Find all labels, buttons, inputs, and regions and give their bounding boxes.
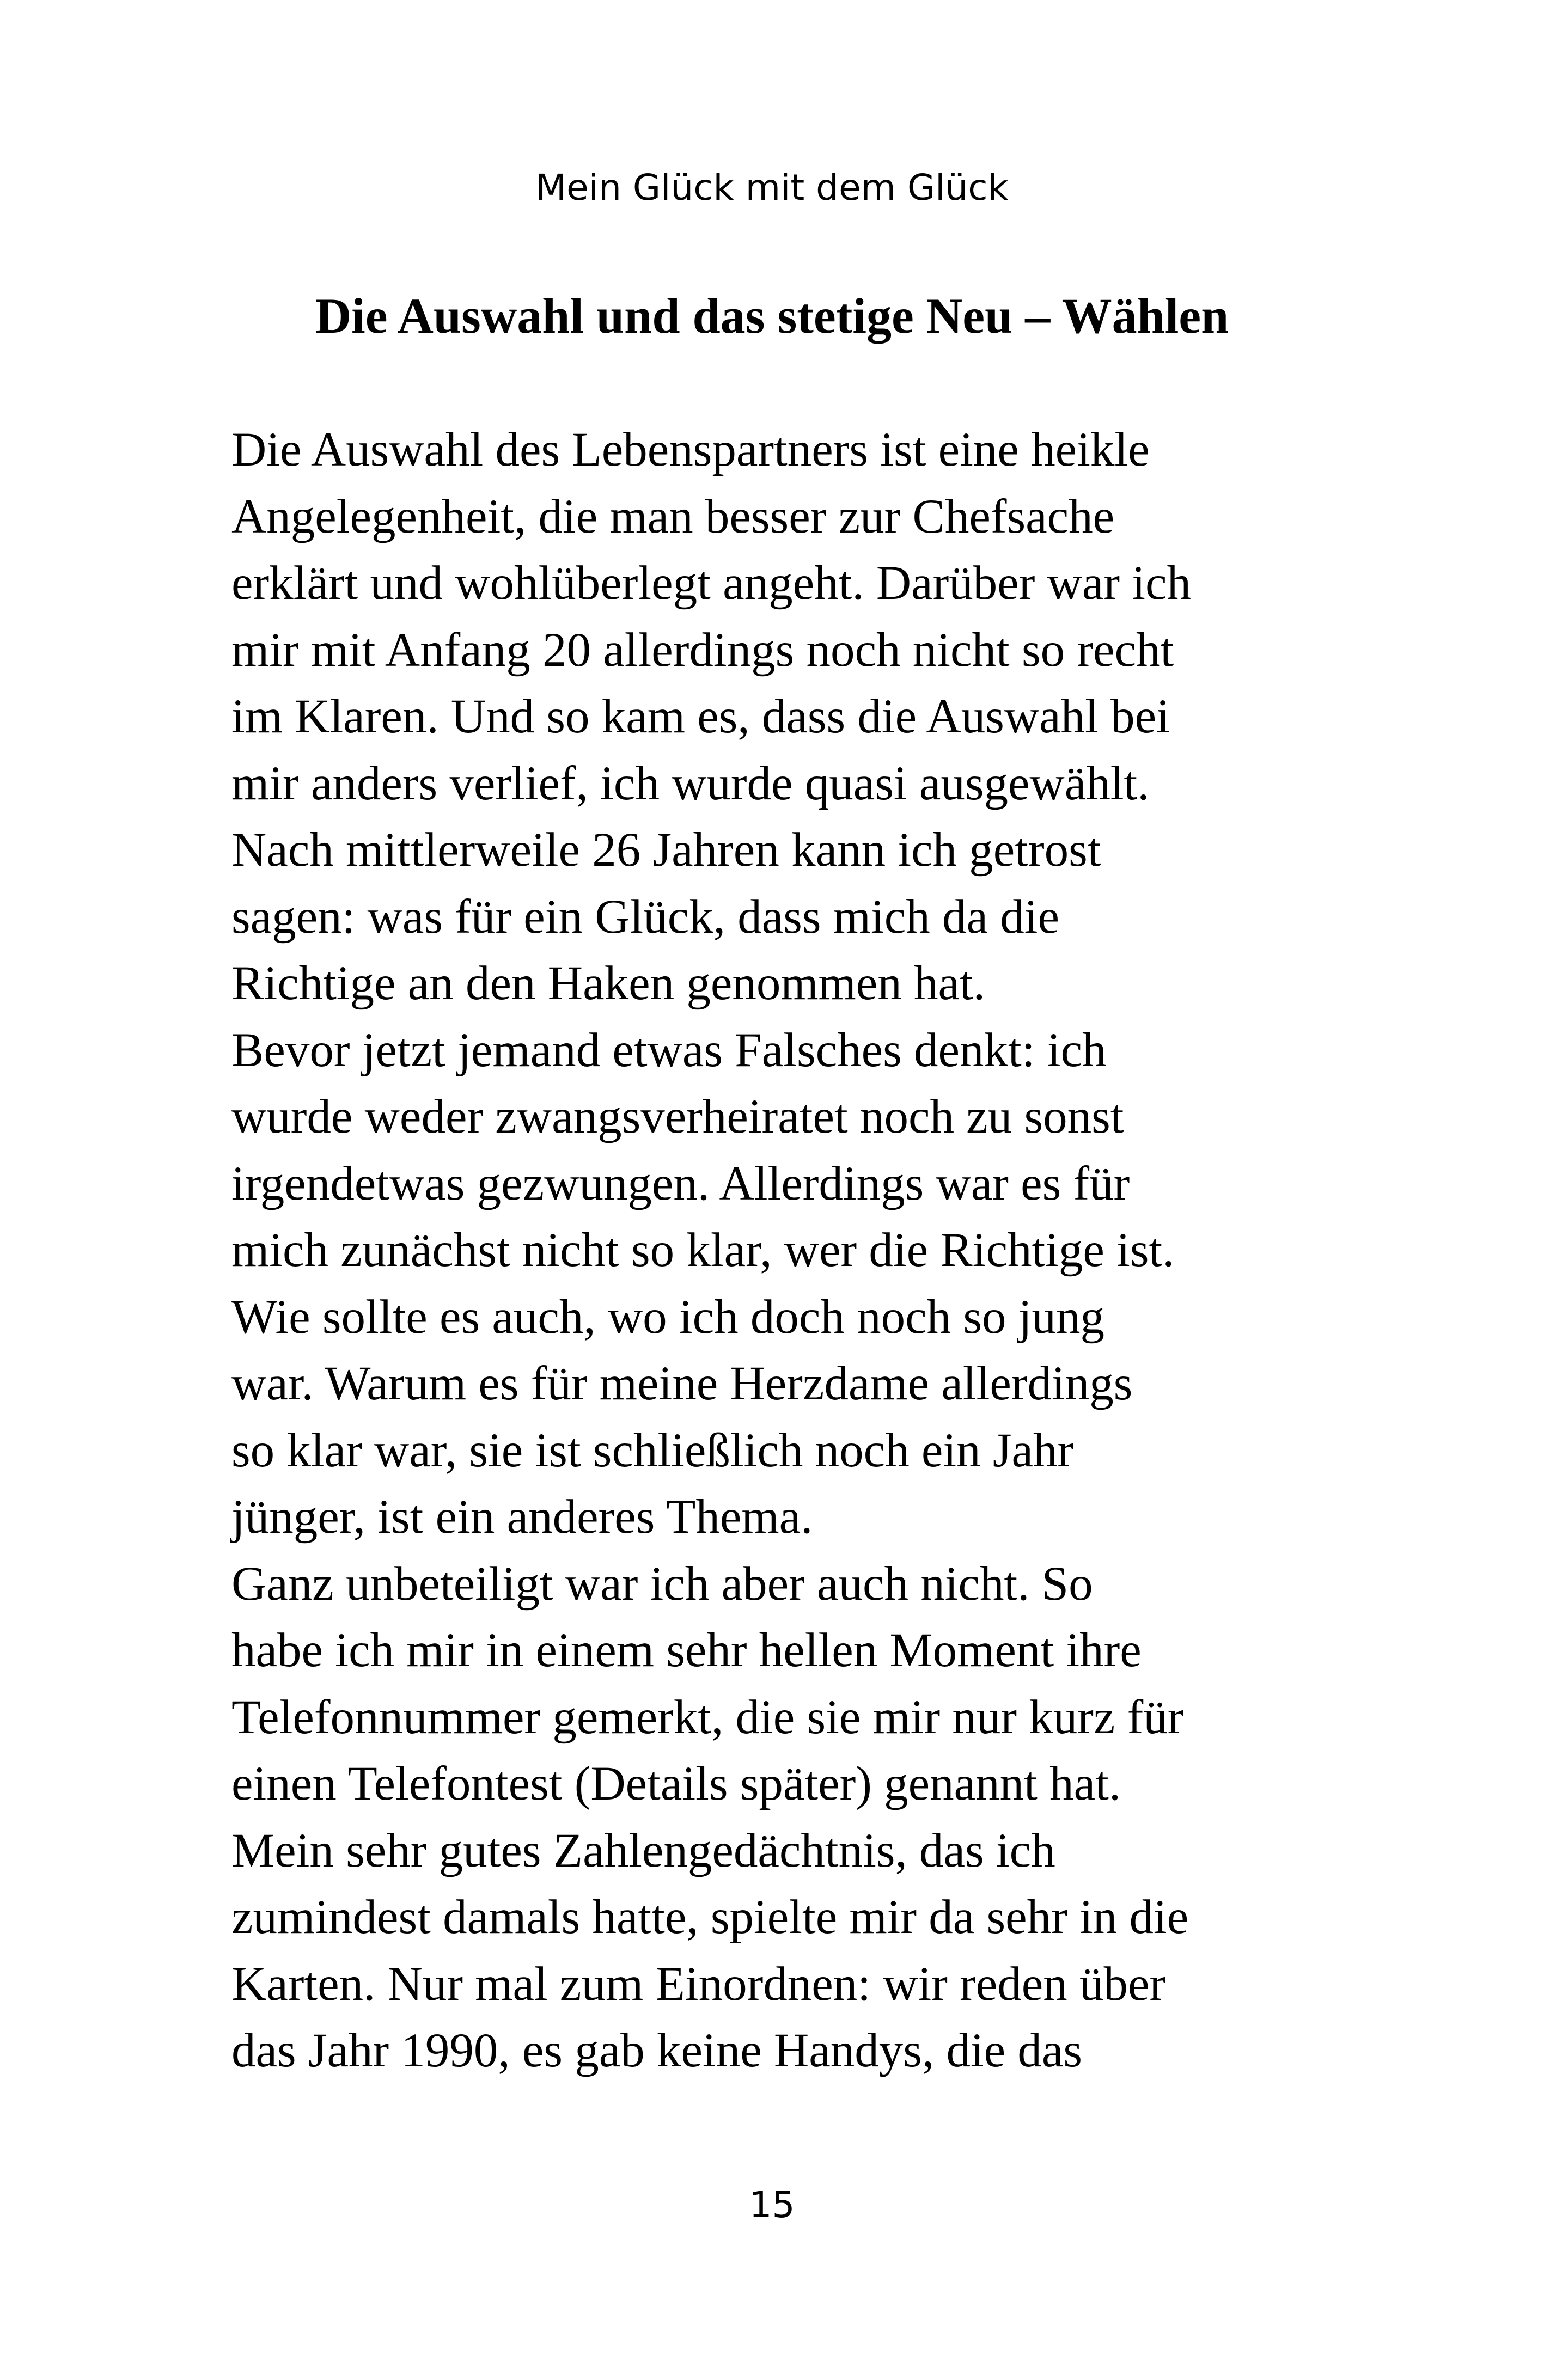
text-line: Nach mittlerweile 26 Jahren kann ich getrost: [231, 823, 1101, 877]
text-line: habe ich mir in einem sehr hellen Moment ihre: [231, 1624, 1142, 1677]
text-line: Karten. Nur mal zum Einordnen: wir reden über: [231, 1957, 1166, 2011]
text-line: jünger, ist ein anderes Thema.: [231, 1490, 813, 1544]
text-line: Mein sehr gutes Zahlengedächtnis, das ich: [231, 1824, 1055, 1877]
text-line: einen Telefontest (Details später) genannt hat.: [231, 1757, 1121, 1810]
text-line: sagen: was für ein Glück, dass mich da die: [231, 890, 1059, 944]
chapter-title: Die Auswahl und das stetige Neu – Wählen: [315, 288, 1229, 344]
text-line: das Jahr 1990, es gab keine Handys, die das: [231, 2024, 1083, 2077]
text-line: mich zunächst nicht so klar, wer die Richtige ist.: [231, 1223, 1175, 1277]
text-line: war. Warum es für meine Herzdame allerdings: [231, 1357, 1133, 1410]
text-line: wurde weder zwangsverheiratet noch zu sonst: [231, 1090, 1124, 1143]
text-line: zumindest damals hatte, spielte mir da sehr in die: [231, 1890, 1189, 1944]
text-line: Richtige an den Haken genommen hat.: [231, 957, 986, 1010]
running-header: Mein Glück mit dem Glück: [535, 167, 1009, 209]
text-line: mir mit Anfang 20 allerdings noch nicht so recht: [231, 623, 1174, 677]
text-line: erklärt und wohlüberlegt angeht. Darüber war ich: [231, 556, 1192, 610]
text-line: Bevor jetzt jemand etwas Falsches denkt: ich: [231, 1023, 1107, 1077]
text-line: mir anders verlief, ich wurde quasi ausgewählt.: [231, 756, 1150, 810]
text-line: Wie sollte es auch, wo ich doch noch so jung: [231, 1290, 1104, 1344]
text-line: so klar war, sie ist schließlich noch ein Jahr: [231, 1423, 1074, 1477]
text-line: Ganz unbeteiligt war ich aber auch nicht. So: [231, 1557, 1093, 1611]
text-line: Die Auswahl des Lebenspartners ist eine heikle: [231, 423, 1150, 476]
text-line: Angelegenheit, die man besser zur Chefsache: [231, 490, 1115, 543]
page-number: 15: [749, 2184, 795, 2226]
text-line: Telefonnummer gemerkt, die sie mir nur kurz für: [231, 1690, 1184, 1744]
text-line: irgendetwas gezwungen. Allerdings war es für: [231, 1157, 1130, 1210]
text-line: im Klaren. Und so kam es, dass die Auswahl bei: [231, 690, 1170, 743]
body-text: [231, 417, 1375, 2084]
